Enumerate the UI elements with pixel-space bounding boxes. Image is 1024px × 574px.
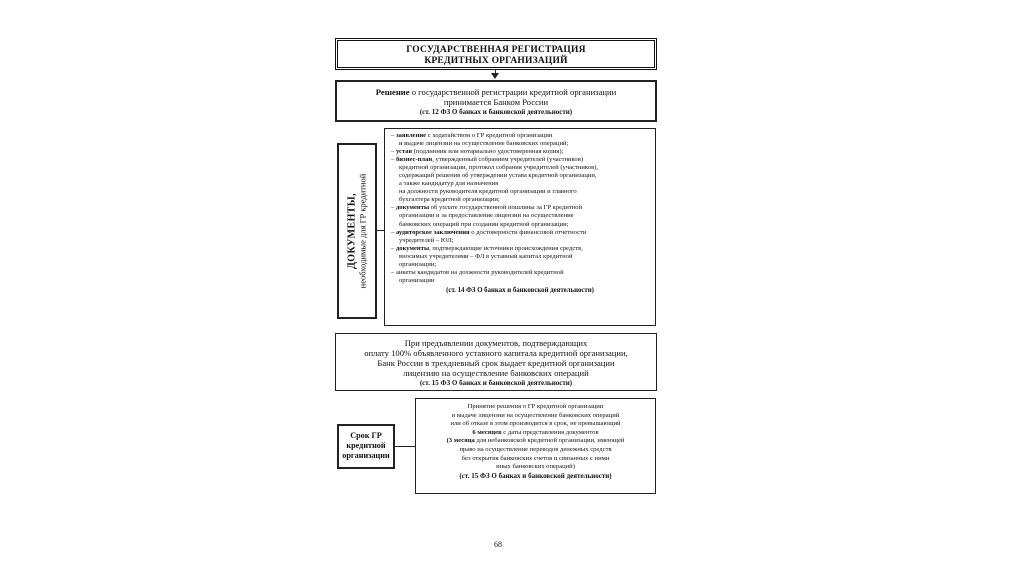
page-number: 68 <box>494 540 502 549</box>
documents-label-box <box>337 143 377 319</box>
document-item-text: , утвержденный собранием учредителей (участников) <box>432 156 584 164</box>
term-line-4-text: с даты представления документов <box>501 428 599 436</box>
decision-line-2: принимается Банком России <box>443 97 549 107</box>
document-item-text: анкеты кандидатов на должности руководителей кредитной <box>395 268 564 276</box>
documents-label-line-1: ДОКУМЕНТЫ, <box>346 193 358 269</box>
document-item-continuation: организации; <box>399 260 437 268</box>
document-item-bold: документы <box>395 204 430 212</box>
documents-source: (ст. 14 ФЗ О банках и банковской деятельности) <box>446 286 594 294</box>
license-line-1: При предъявлении документов, подтверждающих <box>404 338 588 348</box>
document-item-continuation: а также кандидатур для назначения <box>399 180 499 188</box>
document-item <box>391 245 649 253</box>
term-line-7: без открытия банковских счетов и связанных с ними <box>461 454 610 462</box>
document-item <box>391 156 649 164</box>
license-line-4: лицензию на осуществление банковских операций <box>403 368 589 378</box>
document-item-continuation: организации и за предоставление лицензии на осуществление <box>399 212 574 220</box>
term-line-1: Принятие решения о ГР кредитной организации <box>467 403 604 410</box>
term-line-2: и выдаче лицензии на осуществление банковских операций <box>451 411 620 419</box>
document-item-continuation: кредитной организации, протокол собрания учредителей (участников), <box>399 164 599 172</box>
document-item <box>391 132 649 140</box>
term-label-line-1: Срок ГР <box>350 431 382 440</box>
document-item-continuation: организации <box>399 276 435 284</box>
term-line-5 <box>416 437 655 446</box>
term-line-5-text: для небанковской кредитной организации, имеющей <box>474 437 625 445</box>
term-label-line-2: кредитной <box>346 441 386 450</box>
title-line-2: КРЕДИТНЫХ ОРГАНИЗАЦИЙ <box>424 56 568 66</box>
term-line-8: иных банковских операций) <box>496 463 575 471</box>
term-text-box <box>415 398 656 494</box>
license-line-3: Банк России в трехдневный срок выдает кредитной организации <box>377 358 615 368</box>
document-item-bold: устав <box>395 148 413 156</box>
term-line-6: право на осуществление переводов денежных средств <box>459 445 612 453</box>
document-item-text: об уплате государственной пошлины за ГР кредитной <box>429 204 583 212</box>
term-label-line-3: организации <box>342 451 390 460</box>
term-line-4 <box>416 429 655 438</box>
document-item-text: (подлинник или нотариально удостоверенная копия); <box>412 148 564 156</box>
document-item-prefix: – <box>391 204 396 212</box>
connector-line <box>377 230 384 231</box>
document-item-bold: аудиторское заключения <box>395 228 470 236</box>
decision-source: (ст. 12 ФЗ О банках и банковской деятельности) <box>419 108 573 116</box>
document-item-continuation: банковских операций при создании кредитной организации; <box>399 220 569 228</box>
license-line-2: оплату 100% объявленного уставного капитала кредитной организации, <box>364 348 628 358</box>
document-item-prefix: – <box>391 228 396 236</box>
document-item-prefix: – <box>391 244 396 252</box>
term-period-bold: 6 месяцев <box>472 428 502 436</box>
term-source: (ст. 15 ФЗ О банках и банковской деятельности) <box>459 471 612 480</box>
document-item-prefix: – <box>391 148 396 156</box>
decision-bold: Решение <box>375 87 410 97</box>
decision-box <box>335 80 657 122</box>
document-item-continuation: и выдаче лицензии на осуществление банковских операций; <box>399 140 569 148</box>
document-item-bold: бизнес-план <box>395 156 433 164</box>
documents-items <box>391 132 649 285</box>
document-item <box>391 229 649 237</box>
documents-label-line-2: необходимые для ГР кредитной <box>357 173 368 289</box>
document-item-prefix: – <box>391 132 396 139</box>
decision-line-1 <box>337 87 655 97</box>
document-item-text: о достоверности финансовой отчетности <box>469 228 587 236</box>
document-item-continuation: содержащий решения об утверждении устава кредитной организации, <box>399 172 597 180</box>
document-item-text: с ходатайством о ГР кредитной организации <box>426 132 553 139</box>
decision-text: о государственной регистрации кредитной организации <box>409 87 617 97</box>
title-line-1: ГОСУДАРСТВЕННАЯ РЕГИСТРАЦИЯ <box>406 45 586 55</box>
term-line-3: или об отказе в этом производится в срок, не превышающий <box>450 420 621 428</box>
document-item <box>391 148 649 156</box>
document-item-continuation: на должности руководителя кредитной организации и главного <box>399 188 577 196</box>
document-item <box>391 204 649 212</box>
document-item-prefix: – <box>391 156 396 164</box>
documents-list <box>384 128 656 326</box>
document-item-continuation: бухгалтера кредитной организации; <box>399 196 500 204</box>
document-item-text: , подтверждающие источники происхождения средств, <box>429 244 583 252</box>
arrow-down-icon <box>491 73 499 79</box>
document-item <box>391 269 649 277</box>
document-item-continuation: вносимых учредителями – ФЛ в уставный капитал кредитной <box>399 252 573 260</box>
document-item-prefix: – <box>391 268 396 276</box>
document-item-bold: заявление <box>395 132 427 139</box>
document-item-continuation: учредителей – ЮЛ; <box>399 236 454 244</box>
documents-label <box>347 174 368 289</box>
connector-line <box>395 446 415 447</box>
license-box <box>335 333 657 391</box>
page-title-box <box>335 38 657 70</box>
document-item-bold: документы <box>395 244 430 252</box>
term-short-period-bold: (3 месяца <box>446 437 475 445</box>
license-source: (ст. 15 ФЗ О банках и банковской деятельности) <box>419 379 573 387</box>
term-label-box <box>337 424 395 469</box>
